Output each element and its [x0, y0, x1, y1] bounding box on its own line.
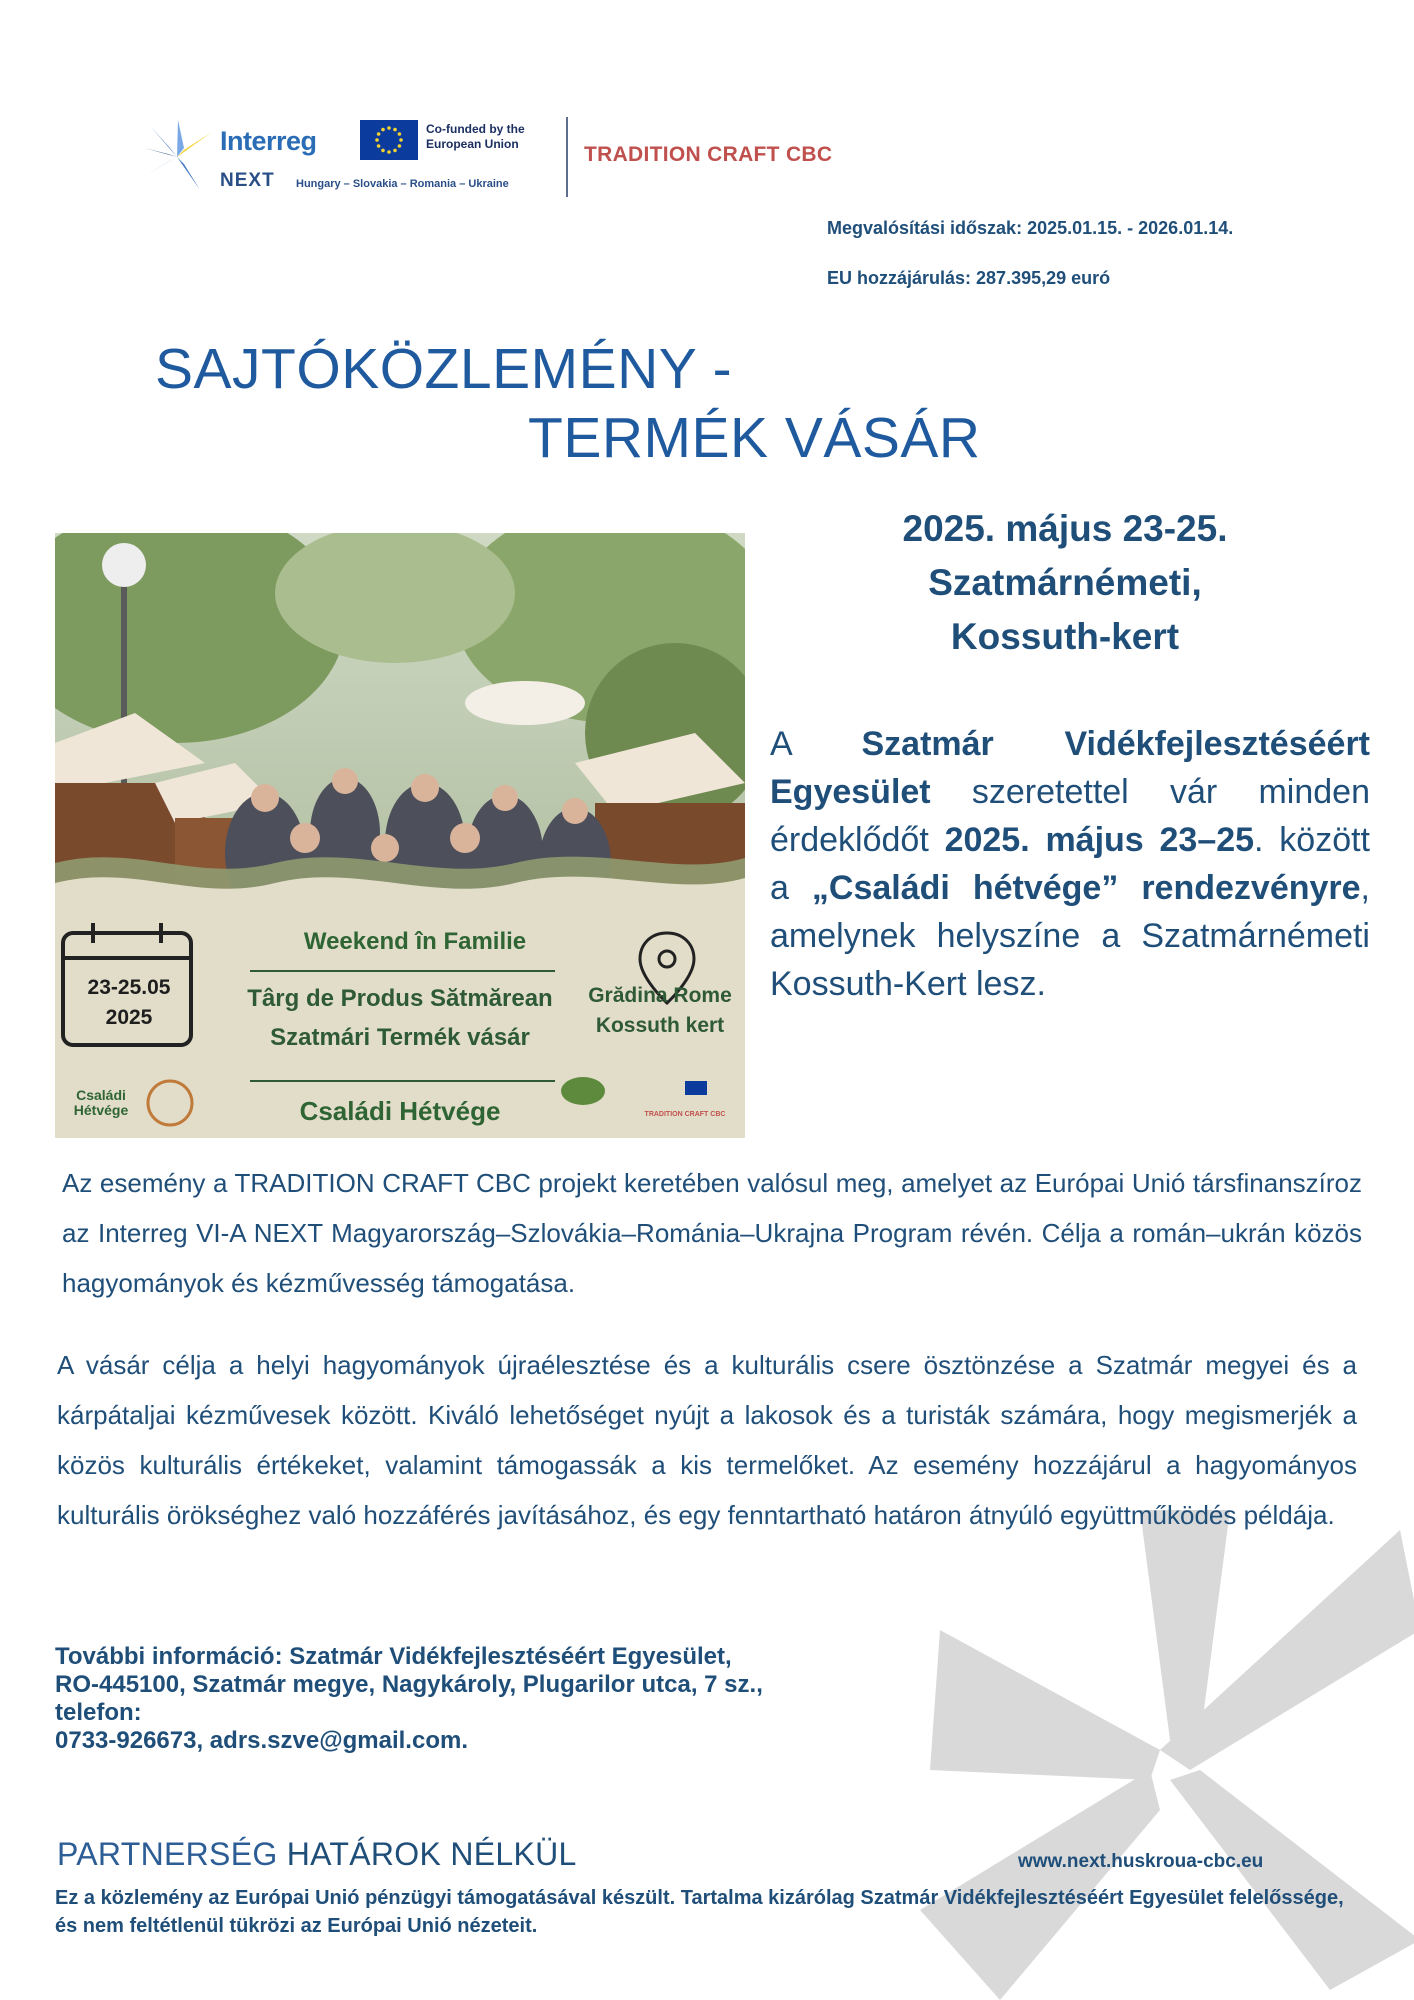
poster-date-line2: 2025 — [105, 1006, 153, 1029]
partnership-word: PARTNERSÉG — [57, 1836, 278, 1872]
contact-line4: 0733-926673, adrs.szve@gmail.com. — [55, 1727, 468, 1754]
intro-event-name: „Családi hétvége” rendezvényre — [811, 869, 1361, 907]
page-title-line2: TERMÉK VÁSÁR — [528, 406, 981, 470]
intro-paragraph — [770, 720, 1370, 1008]
program-countries: Hungary – Slovakia – Romania – Ukraine — [296, 178, 509, 190]
cofunded-label: Co-funded by the European Union — [426, 122, 525, 151]
intro-text-1: A — [770, 725, 862, 763]
implementation-period: Megvalósítási időszak: 2025.01.15. - 2026.01.14. — [827, 218, 1234, 238]
contact-line1: További információ: Szatmár Vidékfejlesztéséért Egyesület, — [55, 1643, 732, 1670]
event-date-location — [830, 502, 1300, 664]
event-place: Kossuth-kert — [950, 616, 1180, 657]
poster-date — [69, 973, 189, 1033]
poster-targ-title: Târg de Produs Sătmărean — [247, 985, 553, 1012]
project-name: TRADITION CRAFT CBC — [584, 143, 833, 166]
page-title-line1: SAJTÓKÖZLEMÉNY - — [155, 337, 733, 401]
intro-date: 2025. május 23–25 — [944, 821, 1255, 859]
poster-csaladi-title: Családi Hétvége — [299, 1096, 501, 1126]
eu-flag-icon — [360, 120, 418, 160]
eu-disclaimer: Ez a közlemény az Európai Unió pénzügyi támogatásával készült. Tartalma kizárólag Szatmár Vidékfejlesztéséért Egyesület felelőssége, és nem feltétlenül tükrözi az Európai Unió nézeteit. — [55, 1887, 1344, 1937]
event-date: 2025. május 23-25. — [902, 508, 1228, 549]
contact-line2: RO-445100, Szatmár megye, Nagykároly, Plugarilor utca, 7 sz., — [55, 1671, 763, 1698]
poster-date-line1: 23-25.05 — [87, 976, 171, 999]
body-paragraph-1: Az esemény a TRADITION CRAFT CBC projekt keretében valósul meg, amelyet az Európai Unió társfinanszíroz az Interreg VI-A NEXT Magyarország–Szlovákia–Románia–Ukrajna Program révén. Célja a román–ukrán közös hagyományok és kézművesség támogatása. — [62, 1168, 1362, 1298]
poster-venue-line1: Grădina Rome — [588, 984, 732, 1007]
intro-text-3: . között a — [770, 821, 1370, 907]
intro-text-2: szeretettel vár minden érdeklődőt — [770, 773, 1370, 859]
contact-info — [55, 1643, 955, 1755]
interreg-pinwheel-icon — [140, 118, 214, 196]
next-wordmark: NEXT — [220, 170, 275, 191]
poster-szatmari-title: Szatmári Termék vásár — [270, 1024, 530, 1051]
event-poster-image — [55, 533, 745, 1138]
body-paragraph-2: A vásár célja a helyi hagyományok újraélesztése és a kulturális csere ösztönzése a Szatmár megyei és a kárpátaljai kézművesek között. Kiváló lehetőséget nyújt a lakosok és a turisták számára, hogy megismerjék a közös kulturális értékeket, valamint támogassák a kis termelőket. Az esemény hozzájárul a hagyományos kulturális örökséghez való hozzáférés javításához, és egy fenntartható határon átnyúló együttműködés példája. — [57, 1350, 1357, 1530]
interreg-wordmark: Interreg — [220, 126, 317, 156]
logo-divider — [566, 117, 568, 197]
partnership-slogan — [57, 1836, 577, 1873]
poster-venue — [575, 981, 745, 1041]
poster-family-logo-line1: Családi — [76, 1087, 126, 1103]
poster-weekend-title: Weekend în Familie — [303, 928, 527, 955]
intro-text-4: , amelynek helyszíne a Szatmárnémeti Kossuth-Kert lesz. — [770, 869, 1370, 1003]
contact-line3: telefon: — [55, 1699, 142, 1726]
eu-contribution: EU hozzájárulás: 287.395,29 euró — [827, 268, 1111, 288]
event-city: Szatmárnémeti, — [928, 562, 1202, 603]
poster-tc-logo: TRADITION CRAFT CBC — [644, 1111, 726, 1118]
poster-venue-line2: Kossuth kert — [595, 1014, 725, 1037]
intro-org-name: Szatmár Vidékfejlesztéséért Egyesület — [770, 725, 1370, 811]
website-link[interactable]: www.next.huskroua-cbc.eu — [1018, 1851, 1264, 1872]
poster-family-logo — [61, 1088, 141, 1118]
poster-family-logo-line2: Hétvége — [73, 1102, 129, 1118]
borders-words: HATÁROK NÉLKÜL — [277, 1836, 577, 1872]
